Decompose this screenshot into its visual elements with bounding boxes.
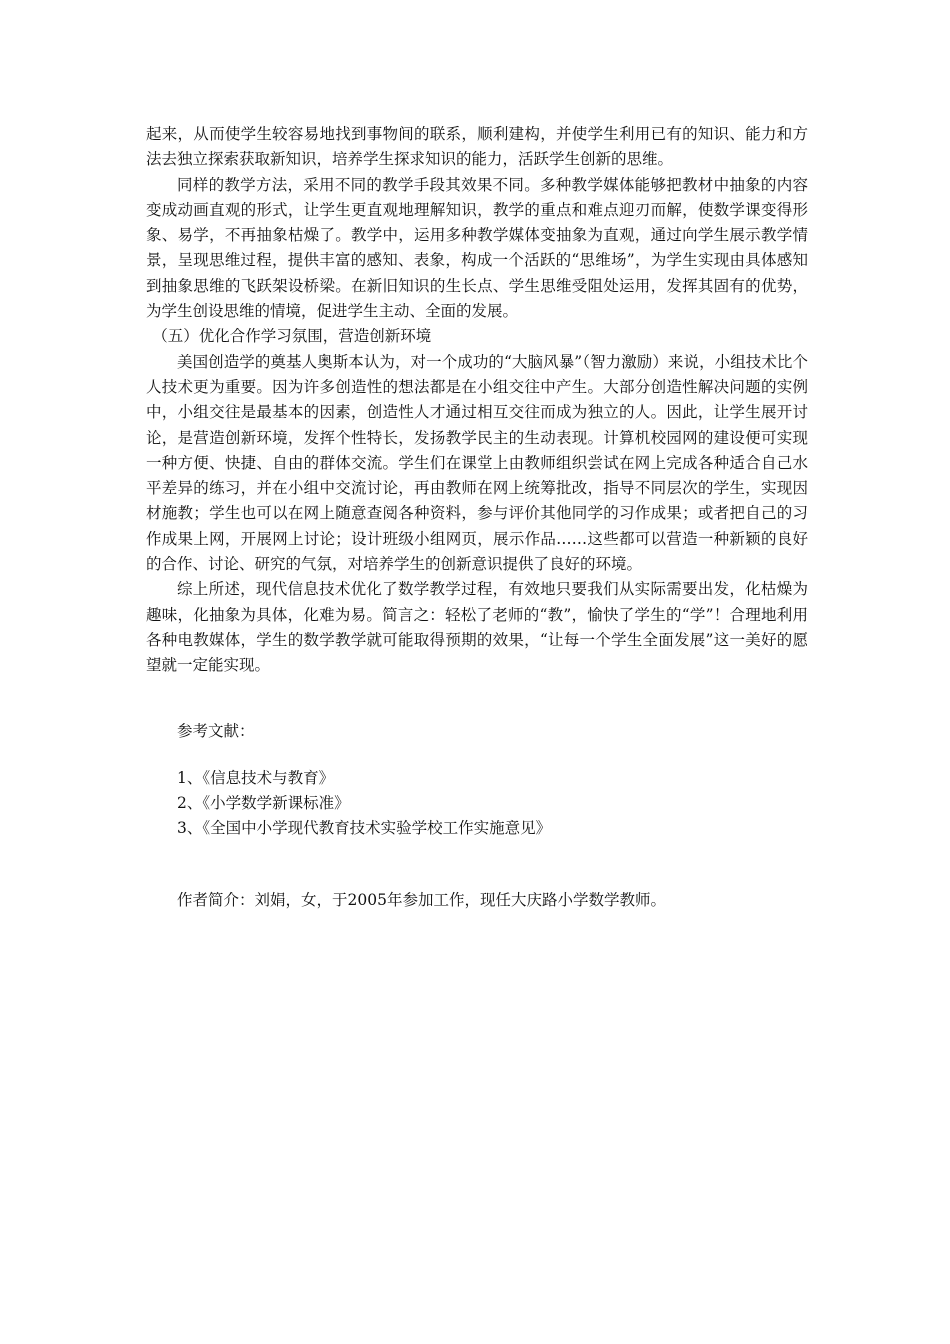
paragraph-continuation: 起来，从而使学生较容易地找到事物间的联系，顺利建构，并使学生利用已有的知识、能力和方法去独立探索获取新知识，培养学生探求知识的能力，活跃学生创新的思维。	[146, 125, 808, 169]
paragraph-conclusion: 综上所述，现代信息技术优化了数学教学过程，有效地只要我们从实际需要出发，化枯燥为趣味，化抽象为具体，化难为易。简言之：轻松了老师的“教”，愉快了学生的“学”！合理地利用各种电教媒体，学生的数学教学就可能取得预期的效果，“让每一个学生全面发展”这一美好的愿望就一定能实现。	[146, 580, 808, 675]
paragraph-cooperative-learning: 美国创造学的奠基人奥斯本认为，对一个成功的“大脑风暴”（智力激励）来说，小组技术比个人技术更为重要。因为许多创造性的想法都是在小组交往中产生。大部分创造性解决问题的实例中，小组交往是最基本的因素，创造性人才通过相互交往而成为独立的人。因此，让学生展开讨论，是营造创新环境，发挥个性特长，发扬教学民主的生动表现。计算机校园网的建设便可实现一种方便、快捷、自由的群体交流。学生们在课堂上由教师组织尝试在网上完成各种适合自己水平差异的练习，并在小组中交流讨论，再由教师在网上统筹批改，指导不同层次的学生，实现因材施教；学生也可以在网上随意查阅各种资料，参与评价其他同学的习作成果；或者把自己的习作成果上网，开展网上讨论；设计班级小组网页，展示作品……这些都可以营造一种新颖的良好的合作、讨论、研究的气氛，对培养学生的创新意识提供了良好的环境。	[146, 352, 808, 574]
section-heading: （五）优化合作学习氛围，营造创新环境	[152, 327, 432, 346]
reference-item: 2、《小学数学新课标准》	[177, 794, 350, 813]
references-title: 参考文献：	[177, 721, 255, 740]
references-list	[146, 766, 808, 842]
author-note: 作者简介：刘娟，女，于2005年参加工作，现任大庆路小学数学教师。	[177, 890, 666, 909]
reference-item: 3、《全国中小学现代教育技术实验学校工作实施意见》	[177, 819, 552, 838]
document-body	[146, 122, 808, 913]
paragraph-teaching-media: 同样的教学方法，采用不同的教学手段其效果不同。多种教学媒体能够把教材中抽象的内容变成动画直观的形式，让学生更直观地理解知识，教学的重点和难点迎刃而解，使数学课变得形象、易学，不再抽象枯燥了。教学中，运用多种教学媒体变抽象为直观，通过向学生展示教学情景，呈现思维过程，提供丰富的感知、表象，构成一个活跃的“思维场”，为学生实现由具体感知到抽象思维的飞跃架设桥梁。在新旧知识的生长点、学生思维受阻处运用，发挥其固有的优势，为学生创设思维的情境，促进学生主动、全面的发展。	[146, 175, 808, 321]
reference-item: 1、《信息技术与教育》	[177, 768, 335, 787]
